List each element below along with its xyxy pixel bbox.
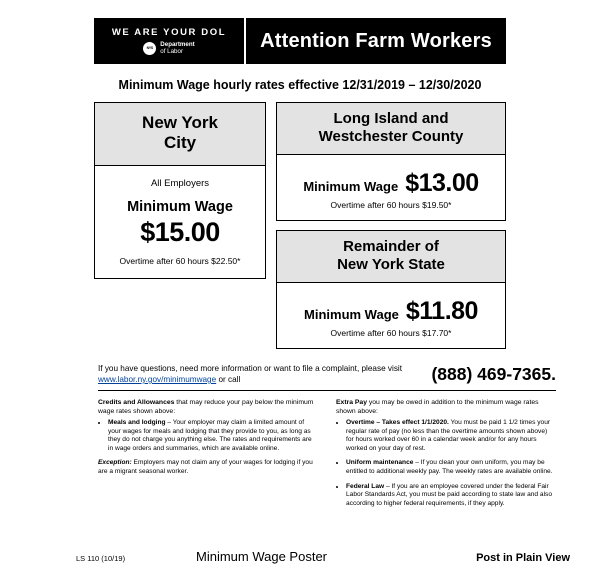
li-rate-line <box>283 169 499 198</box>
credits-heading <box>98 398 318 416</box>
minimum-wage-website-link[interactable]: www.labor.ny.gov/minimumwage <box>98 375 217 384</box>
nyc-box-heading <box>95 103 265 166</box>
rate-box-remainder-new-york-state <box>276 230 506 349</box>
nyc-box-body <box>95 166 265 278</box>
footer-title: Minimum Wage Poster <box>196 549 327 564</box>
ny-state-seal-icon: NYS <box>143 42 156 55</box>
credits-heading-bold: Credits and Allowances <box>98 399 175 406</box>
rate-box-column-left <box>94 102 266 349</box>
post-in-plain-view-note: Post in Plain View <box>476 552 570 564</box>
extra-pay-item-2-bold: Federal Law <box>346 482 385 490</box>
dol-logo <box>143 41 194 55</box>
contact-text <box>98 363 431 385</box>
extra-pay-item-0-text: You must be paid 1 1/2 times your regular rate of pay (no less than the overtime amounts shown above) for hours worked over 60 in a calendar week and/or for any hours worked on your day of rest. <box>346 419 551 452</box>
remainder-wage-value: $11.80 <box>405 297 478 325</box>
phone-period: . <box>551 363 556 384</box>
credits-list <box>98 419 318 477</box>
li-wage-value: $13.00 <box>405 169 479 197</box>
contact-section <box>98 363 556 385</box>
remainder-title-line2: New York State <box>337 256 445 273</box>
extra-pay-item-2-text: – If you are an employee covered under the federal Fair Labor Standards Act, you must be paid according to state law and also according to higher federal requirements, if they apply. <box>346 482 552 507</box>
list-item <box>98 459 318 476</box>
poster-footer <box>0 549 600 564</box>
rate-box-column-right <box>276 102 506 349</box>
li-box-body <box>277 155 505 220</box>
remainder-rate-line <box>283 297 499 326</box>
extra-pay-heading-bold: Extra Pay <box>336 399 367 406</box>
credits-item-0-text: – Your employer may claim a limited amount of your wages for meals and lodging that they provide to you, as long as they do not charge you anything else. The rates and requirements are in wage orders and summaries, which are available online. <box>108 419 312 452</box>
li-title-line2: Westchester County <box>318 128 464 145</box>
contact-text-before: If you have questions, need more information or want to file a complaint, please visit <box>98 364 403 373</box>
rate-box-new-york-city <box>94 102 266 279</box>
li-overtime-note: Overtime after 60 hours $19.50* <box>330 200 452 210</box>
remainder-box-body <box>277 283 505 348</box>
list-item <box>346 459 556 476</box>
phone-number-value: (888) 469-7365 <box>431 363 552 384</box>
nyc-employers-label: All Employers <box>150 178 210 189</box>
nyc-title-line1: New York <box>142 113 218 132</box>
credits-and-allowances-column <box>98 398 318 514</box>
poster-title: Attention Farm Workers <box>260 29 492 52</box>
nyc-title-line2: City <box>163 133 197 152</box>
dol-agency-line1: Department <box>160 41 195 48</box>
dol-tagline: WE ARE YOUR DOL <box>111 27 227 38</box>
extra-pay-item-0-bold: Overtime – Takes effect 1/1/2020. <box>346 419 449 426</box>
poster-header <box>94 18 506 64</box>
extra-pay-list <box>336 419 556 508</box>
credits-item-1-text: Employers may not claim any of your wages for lodging if you are a migrant seasonal worker. <box>98 459 313 475</box>
li-title-line1: Long Island and <box>333 110 449 127</box>
extra-pay-column <box>336 398 556 514</box>
fineprint-section <box>98 398 556 514</box>
list-item <box>346 483 556 509</box>
contact-text-after: or call <box>216 375 241 384</box>
remainder-overtime-note: Overtime after 60 hours $17.70* <box>330 328 452 338</box>
extra-pay-item-1-bold: Uniform maintenance <box>346 459 414 467</box>
extra-pay-item-1-text: – If you clean your own uniform, you may be entitled to additional weekly pay. The weekly rates are available online. <box>346 459 553 475</box>
rate-box-long-island-westchester <box>276 102 506 221</box>
effective-dates-subtitle: Minimum Wage hourly rates effective 12/31/2019 – 12/30/2020 <box>118 78 482 92</box>
credits-heading-rest: that may reduce your pay below the minimum wage rates shown above: <box>98 399 314 415</box>
form-code: LS 110 (10/19) <box>76 554 126 563</box>
rate-boxes <box>22 102 578 349</box>
credits-item-0-bold: Meals and lodging <box>108 419 166 426</box>
extra-pay-heading-rest: you may be owed in addition to the minimum wage rates shown above: <box>336 399 539 415</box>
nyc-overtime-note: Overtime after 60 hours $22.50* <box>119 256 241 266</box>
dol-branding <box>94 18 246 64</box>
dol-agency-line2: of Labor <box>160 48 184 55</box>
extra-pay-heading <box>336 398 556 416</box>
header-title-area <box>246 18 506 64</box>
remainder-box-heading <box>277 231 505 283</box>
dol-agency-name <box>160 41 194 55</box>
contact-phone-number <box>431 364 556 385</box>
list-item <box>346 419 556 453</box>
remainder-title-line1: Remainder of <box>343 238 439 255</box>
nyc-wage-value: $15.00 <box>140 217 220 247</box>
remainder-wage-label: Minimum Wage <box>304 307 399 322</box>
list-item <box>108 419 318 453</box>
credits-item-1-bold: Exception: <box>98 459 132 467</box>
divider-rule <box>98 390 556 391</box>
nyc-wage-label: Minimum Wage <box>127 199 233 215</box>
li-box-heading <box>277 103 505 155</box>
li-wage-label: Minimum Wage <box>303 179 399 194</box>
